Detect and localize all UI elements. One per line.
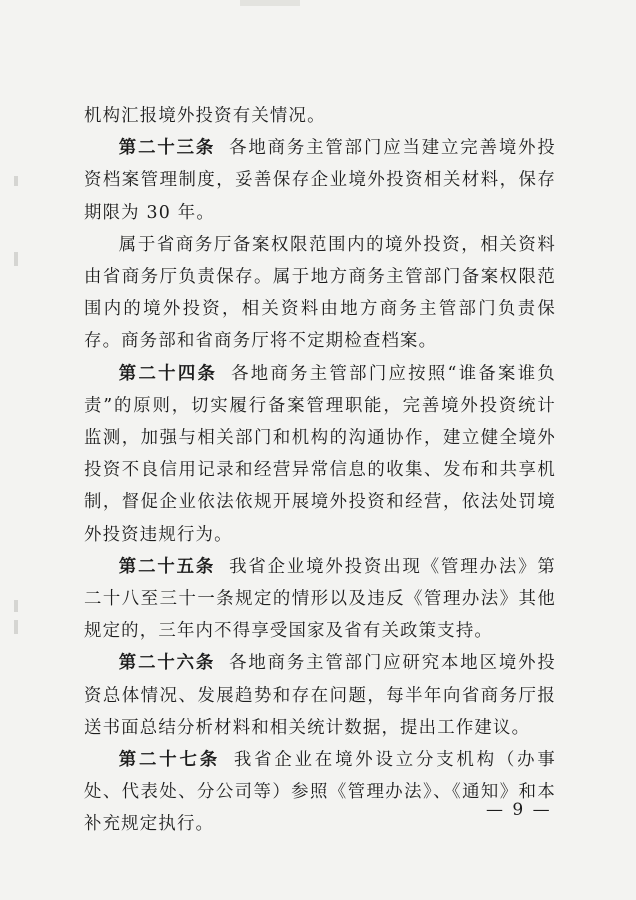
paragraph-0 — [84, 100, 556, 132]
article-number: 第二十四条 — [118, 363, 218, 384]
paragraph-text: 机构汇报境外投资有关情况。 — [84, 106, 326, 126]
article-text: 各地商务主管部门应研究本地区境外投资总体情况、发展趋势和存在问题，每半年向省商务厅报送书面总结分析材料和相关统计数据，提出工作建议。 — [84, 653, 556, 738]
article-27 — [84, 744, 556, 841]
scan-margin-mark — [14, 600, 18, 612]
article-number: 第二十三条 — [118, 138, 216, 159]
scan-margin-mark — [14, 620, 18, 634]
article-25 — [84, 551, 556, 648]
paragraph-text: 属于省商务厅备案权限范围内的境外投资，相关资料由省商务厅负责保存。属于地方商务主管部门备案权限范围内的境外投资，相关资料由地方商务主管部门负责保存。商务部和省商务厅将不定期检查档案。 — [84, 234, 556, 352]
article-26 — [84, 647, 556, 744]
article-text: 各地商务主管部门应当建立完善境外投资档案管理制度，妥善保存企业境外投资相关材料，保存期限为 30 年。 — [84, 138, 556, 223]
page-number: — 9 — — [486, 800, 552, 820]
article-text: 我省企业境外投资出现《管理办法》第二十八至三十一条规定的情形以及违反《管理办法》其他规定的，三年内不得享受国家及省有关政策支持。 — [84, 556, 556, 642]
article-number: 第二十六条 — [118, 653, 216, 674]
article-23 — [84, 132, 556, 229]
scan-margin-mark — [14, 176, 18, 186]
article-text: 我省企业在境外设立分支机构（办事处、代表处、分公司等）参照《管理办法》、《通知》和本补充规定执行。 — [84, 750, 556, 835]
article-number: 第二十五条 — [118, 556, 216, 577]
scan-artifact — [240, 0, 300, 6]
article-24 — [84, 358, 556, 551]
article-number: 第二十七条 — [118, 750, 220, 771]
document-body — [84, 100, 556, 841]
paragraph-archive — [84, 229, 556, 358]
article-text: 各地商务主管部门应按照“谁备案谁负责”的原则，切实履行备案管理职能，完善境外投资统计监测，加强与相关部门和机构的沟通协作，建立健全境外投资不良信用记录和经营异常信息的收集、发布和共享机制，督促企业依法依规开展境外投资和经营，依法处罚境外投资违规行为。 — [84, 363, 556, 545]
scan-margin-mark — [14, 252, 18, 266]
